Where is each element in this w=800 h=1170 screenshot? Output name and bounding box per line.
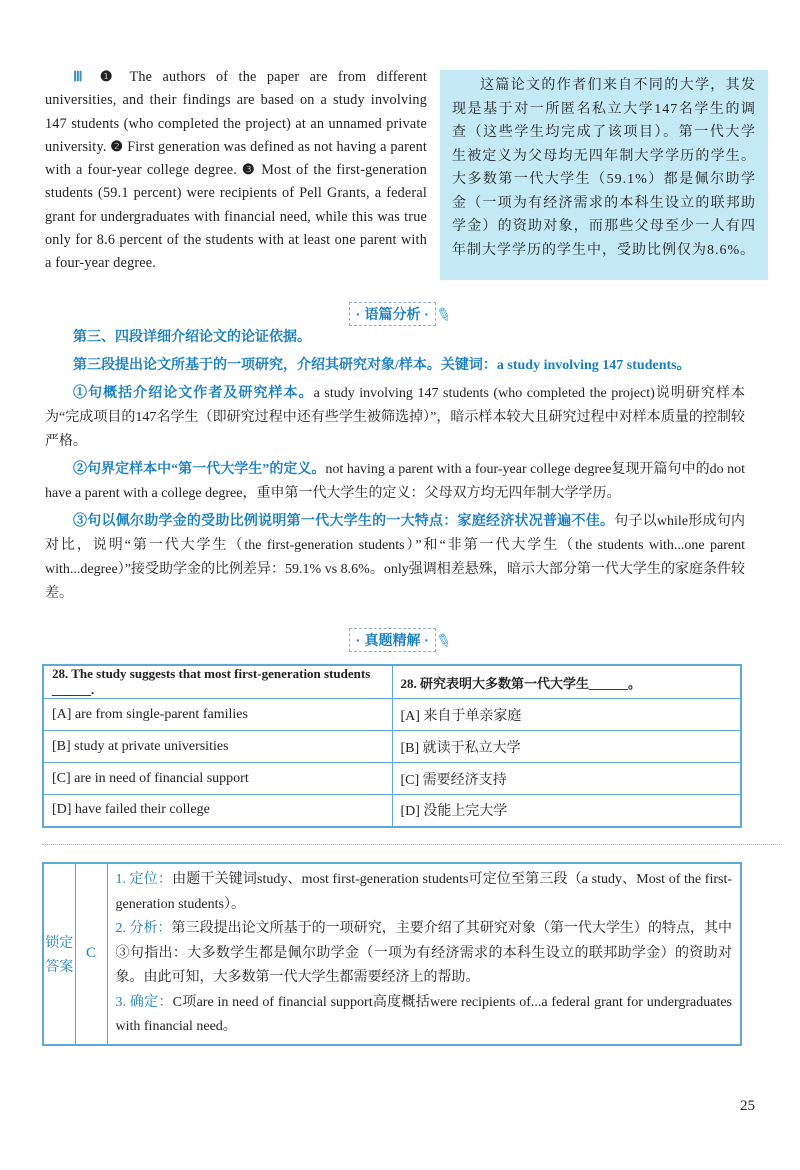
question-table [42,664,742,828]
table-row [43,795,741,827]
label-line: 答案 [45,957,74,974]
analysis-section [45,326,745,610]
table-row [43,763,741,795]
point-heading: ②句界定样本中“第一代大学生”的定义。 [73,462,326,477]
point-heading: ③句以佩尔助学金的受助比例说明第一代大学生的一大特点：家庭经济状况普遍不佳。 [73,514,615,529]
step-heading: 2. 分析： [115,921,172,936]
pen-icon: ✎ [433,302,455,327]
step-heading: 3. 确定： [115,994,173,1010]
chinese-translation-box [440,70,768,280]
divider [42,844,782,845]
option-zh: [B] 就读于私立大学 [392,731,741,763]
english-passage [45,66,427,276]
analysis-summary: 第三、四段详细介绍论文的论证依据。 [73,330,311,345]
page-number: 25 [740,1098,755,1114]
answer-box [42,862,742,1046]
table-row [43,665,741,699]
step-body: 由题干关键词study、most first-generation students可定位至第三段（a study、Most of the first-generation students）。 [115,872,733,912]
pen-icon: ✎ [433,628,455,653]
option-en: [B] study at private universities [43,731,392,763]
sentence-1: The authors of the paper are from different universities, and their findings are based on a study involving 147 students (who completed the project) at an unnamed private university. [45,69,428,155]
option-en: [D] have failed their college [43,795,392,827]
translation-text: 这篇论文的作者们来自不同的大学，其发现是基于对一所匿名私立大学147名学生的调查（这些学生均完成了该项目）。第一代大学生被定义为父母均无四年制大学学历的学生。大多数第一代大学生（59.1%）都是佩尔助学金（一项为有经济需求的本科生设立的联邦助学金）的资助对象，而那些父母至少一人有四年制大学学历的学生中，受助比例仅为8.6%。 [452,78,756,258]
sentence-marker: ❷ [110,138,124,155]
option-zh: [C] 需要经济支持 [392,763,741,795]
table-row [43,731,741,763]
step-heading: 1. 定位： [115,872,173,887]
option-en: [A] are from single-parent families [43,699,392,731]
option-zh: [D] 没能上完大学 [392,795,741,827]
question-stem-en: 28. The study suggests that most first-generation students ______. [43,665,392,699]
answer-label [43,863,75,1045]
step-body: 第三段提出论文所基于的一项研究，主要介绍了其研究对象（第一代大学生）的特点，其中③句指出：大多数学生都是佩尔助学金（一项为有经济需求的本科生设立的联邦助学金）的资助对象。由此可知，大多数第一代大学生都需要经济上的帮助。 [115,921,732,985]
section-title: · 真题精解 · [349,628,436,652]
point-body: a study involving 147 students (who completed the project)说明研究样本为“完成项目的147名学生（即研究过程中还有些学生被筛选掉）”，暗示样本较大且研究过程中对样本质量的控制较严格。 [45,386,745,449]
table-row [43,699,741,731]
point-heading: ①句概括介绍论文作者及研究样本。 [73,386,314,401]
sentence-marker: ❸ [241,162,257,179]
section-header-question [0,628,800,652]
analysis-point-1 [45,382,745,454]
point-body: not having a parent with a four-year college degree复现开篇句中的do not have a parent with a college degree，重申第一代大学生的定义：父母双方均无四年制大学学历。 [45,462,745,501]
section-title: · 语篇分析 · [349,302,436,326]
analysis-keyword: 第三段提出论文所基于的一项研究，介绍其研究对象/样本。关键词：a study involving 147 students。 [73,358,691,373]
sentence-marker: ❶ [99,69,120,85]
question-stem-zh: 28. 研究表明大多数第一代大学生______。 [392,665,741,699]
label-line: 锁定 [45,933,74,950]
option-en: [C] are in need of financial support [43,763,392,795]
step-body: C项are in need of financial support高度概括were recipients of...a federal grant for undergraduates with financial need。 [115,994,732,1034]
section-header-analysis [0,302,800,326]
sentence-2: First generation was defined as not having a parent with a four-year college degree. [45,138,428,179]
option-zh: [A] 来自于单亲家庭 [392,699,741,731]
answer-explanation [107,863,741,1045]
paragraph-marker: Ⅲ [73,69,90,85]
analysis-point-3 [45,510,745,606]
answer-letter: C [75,863,107,1045]
point-body: 句子以while形成句内对比，说明“第一代大学生（the first-generation students）”和“非第一代大学生（the students with...one parent with...degree）”接受助学金的比例差异：59.1% vs 8.6%。only强调相差悬殊，暗示大部分第一代大学生的家庭条件较差。 [45,514,746,601]
analysis-point-2 [45,458,745,506]
sentence-3: Most of the first-generation students (59.1 percent) were recipients of Pell Grants, a federal grant for undergraduates with financial need, while this was true only for 8.6 percent of the students with at least one parent with a four-year degree. [45,162,427,272]
